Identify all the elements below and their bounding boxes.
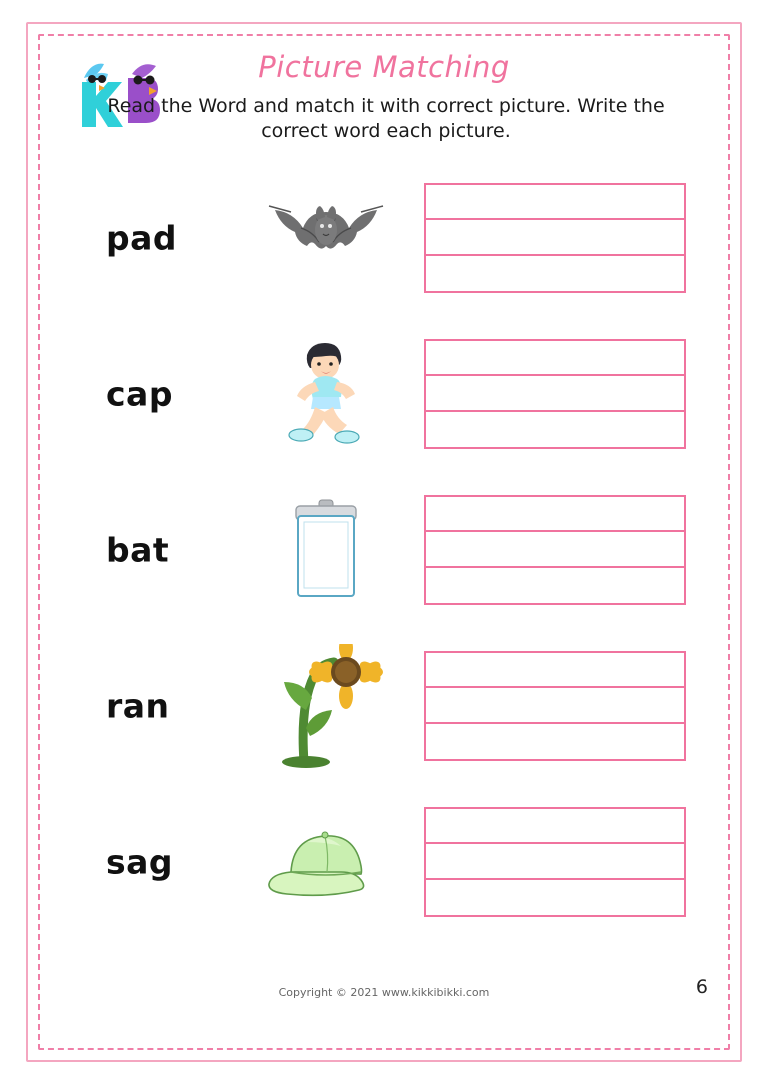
exercise-row xyxy=(46,628,722,784)
exercise-row xyxy=(46,472,722,628)
boy-running-image xyxy=(256,334,396,454)
exercise-rows xyxy=(46,160,722,940)
word-label: pad xyxy=(106,218,178,258)
word-label: ran xyxy=(106,686,170,726)
word-label: bat xyxy=(106,530,170,570)
word-label: sag xyxy=(106,842,174,882)
answer-line[interactable] xyxy=(426,653,684,688)
answer-line[interactable] xyxy=(426,568,684,603)
page-number: 6 xyxy=(695,976,708,998)
exercise-row xyxy=(46,316,722,472)
answer-line[interactable] xyxy=(426,724,684,759)
green-cap-image xyxy=(256,802,396,922)
answer-line[interactable] xyxy=(426,412,684,447)
answer-line[interactable] xyxy=(426,880,684,915)
bat-animal-image xyxy=(256,178,396,298)
answer-lines[interactable] xyxy=(424,339,686,449)
answer-line[interactable] xyxy=(426,497,684,532)
copyright-text: Copyright © 2021 www.kikkibikki.com xyxy=(278,986,490,999)
exercise-row xyxy=(46,784,722,940)
answer-line[interactable] xyxy=(426,809,684,844)
answer-lines[interactable] xyxy=(424,651,686,761)
answer-line[interactable] xyxy=(426,688,684,723)
answer-line[interactable] xyxy=(426,341,684,376)
sunflower-image xyxy=(256,646,396,766)
answer-line[interactable] xyxy=(426,376,684,411)
answer-line[interactable] xyxy=(426,844,684,879)
exercise-row xyxy=(46,160,722,316)
instructions-text: Read the Word and match it with correct picture. Write the correct word each picture. xyxy=(107,95,665,143)
answer-line[interactable] xyxy=(426,185,684,220)
answer-line[interactable] xyxy=(426,220,684,255)
answer-lines[interactable] xyxy=(424,807,686,917)
word-label: cap xyxy=(106,374,173,414)
answer-lines[interactable] xyxy=(424,183,686,293)
answer-lines[interactable] xyxy=(424,495,686,605)
page-title: Picture Matching xyxy=(258,50,510,84)
answer-line[interactable] xyxy=(426,256,684,291)
clipboard-pad-image xyxy=(256,490,396,610)
answer-line[interactable] xyxy=(426,532,684,567)
worksheet-content xyxy=(46,42,722,1042)
